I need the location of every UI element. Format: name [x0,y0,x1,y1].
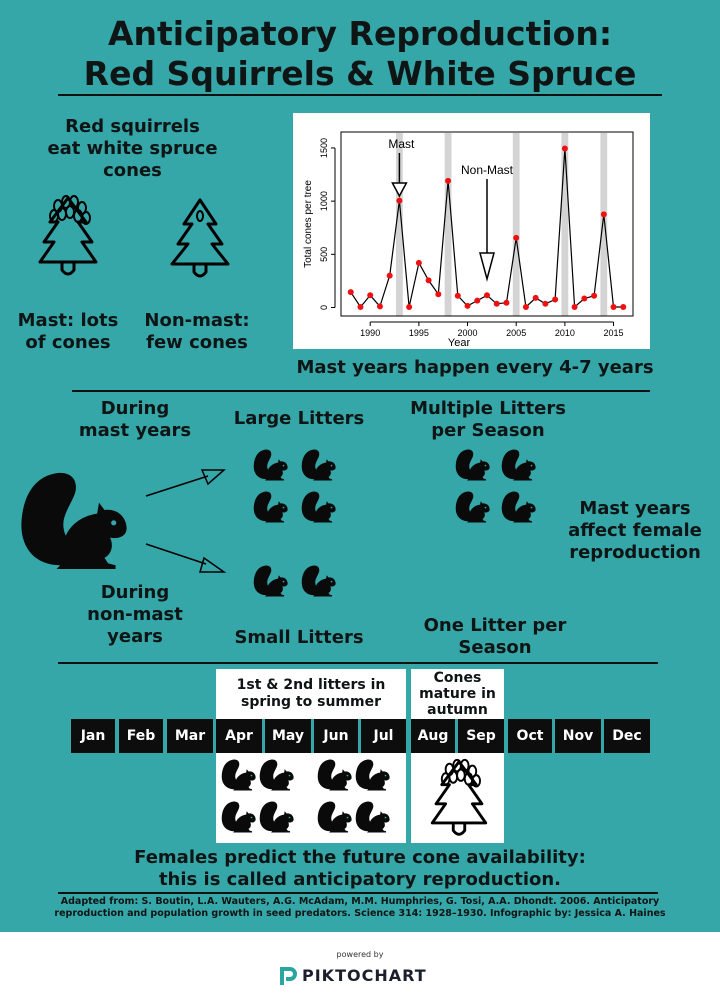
cones-callout [411,669,504,719]
during-nonmast-label [72,582,198,648]
x-tick-label: 2015 [603,328,624,338]
data-point [357,304,363,310]
cones-line-1: Cones [433,670,482,686]
mast-year-band [600,133,607,316]
month-jan: Jan [71,719,115,753]
citation-line-2: reproduction and population growth in seed predators. Science 314: 1928–1930. Infographic by: Jessica A. Haines [54,908,666,919]
squirrel-icon [300,446,338,484]
x-axis-label: Year [447,337,471,349]
during-nonmast-line-3: years [107,626,163,647]
data-point [465,303,471,309]
squirrel-icon [220,798,258,836]
during-nonmast-line-1: During [100,582,170,603]
y-tick-label: 500 [319,246,329,262]
data-point [416,260,422,266]
squirrel-icon [252,446,290,484]
cones-text [411,670,504,718]
month-mar: Mar [167,719,213,753]
y-tick-label: 1000 [319,191,329,212]
title-line-2: Red Squirrels & White Spruce [83,54,637,93]
one-litter-line-1: One Litter per [423,615,567,636]
powered-by-text: powered by [336,950,384,959]
month-jul: Jul [361,719,406,753]
month-apr: Apr [216,719,262,753]
eat-line-3: cones [103,160,162,181]
multiple-litters-label [390,398,586,442]
squirrel-icon [252,562,290,600]
large-litters-label: Large Litters [233,408,365,429]
data-point [620,304,626,310]
small-litters-label: Small Litters [234,627,364,648]
spruce-with-cones-icon [428,756,490,842]
x-tick-label: 1995 [408,328,429,338]
chart-background [293,113,650,349]
data-point [426,277,432,283]
litters-text [216,677,406,711]
y-tick-label: 1500 [319,137,329,158]
multiple-line-1: Multiple Litters [410,398,566,419]
title [0,14,720,94]
x-tick-label: 2005 [506,328,527,338]
piktochart-logo-icon [278,965,298,987]
title-line-1: Anticipatory Reproduction: [107,14,613,53]
mast-affect-label [560,498,710,564]
data-point [591,293,597,299]
squirrel-icon [258,756,296,794]
data-point [387,273,393,279]
data-point [562,145,568,151]
squirrel-icon [16,462,134,580]
squirrel-icon [252,488,290,526]
during-mast-label [70,398,200,442]
data-point [503,300,509,306]
cone-chart [293,113,650,349]
data-point [523,304,529,310]
x-tick-label: 2010 [554,328,575,338]
squirrel-icon [316,798,354,836]
mast-year-band [561,133,568,316]
data-point [513,235,519,241]
data-point [572,304,578,310]
data-point [377,303,383,309]
month-jun: Jun [314,719,358,753]
nonmast-label [134,310,260,354]
month-nov: Nov [555,719,601,753]
squirrel-icon [354,798,392,836]
data-point [542,301,548,307]
x-tick-label: 1990 [360,328,381,338]
squirrel-icon [354,756,392,794]
squirrel-icon [220,756,258,794]
eat-line-1: Red squirrels [65,116,200,137]
during-mast-line-2: mast years [78,420,192,441]
annotation-mast: Mast [388,137,415,151]
data-point [581,295,587,301]
mast-year-band [445,133,452,316]
during-nonmast-line-2: non-mast [87,604,183,625]
annotation-nonmast: Non-Mast [460,163,514,177]
month-feb: Feb [119,719,163,753]
data-point [552,297,558,303]
data-point [474,298,480,304]
data-point [455,293,461,299]
squirrel-icon [316,756,354,794]
one-litter-line-2: Season [458,637,532,658]
data-point [367,292,373,298]
squirrel-icon [258,798,296,836]
x-tick-label: 2000 [457,328,478,338]
data-point [406,304,412,310]
y-tick-label: 0 [319,304,329,310]
month-may: May [265,719,311,753]
citation [0,896,720,920]
squirrel-icon [300,488,338,526]
conclusion [0,847,720,891]
data-point [494,301,500,307]
conclusion-line-2: this is called anticipatory reproduction. [158,869,562,890]
data-point [533,295,539,301]
squirrel-icon [454,446,492,484]
divider [58,892,658,894]
data-point [396,198,402,204]
mast-affect-line-2: affect female [568,520,702,541]
eat-line-2: eat white spruce [47,138,218,159]
month-aug: Aug [411,719,455,753]
y-axis-label: Total cones per tree [303,180,314,268]
data-point [435,291,441,297]
multiple-line-2: per Season [431,420,545,441]
nonmast-line-1: Non-mast: [144,310,250,331]
squirrel-icon [454,488,492,526]
spruce-with-cones-icon [36,192,100,282]
month-oct: Oct [508,719,552,753]
mast-year-band [513,133,520,316]
data-point [611,304,617,310]
litters-line-2: spring to summer [241,694,381,710]
brand-name[interactable]: PIKTOCHART [302,966,427,985]
litters-callout [216,669,406,719]
data-point [445,178,451,184]
squirrel-icon [500,488,538,526]
citation-line-1: Adapted from: S. Boutin, L.A. Wauters, A.G. McAdam, M.M. Humphries, G. Tosi, A.A. Dhondt. 2006. Anticipatory [60,896,660,907]
squirrel-icon [300,562,338,600]
mast-label [8,310,128,354]
squirrels-eat-cones-text [40,116,225,182]
divider [72,390,650,392]
mast-line-1: Mast: lots [17,310,119,331]
divider [58,662,658,664]
mast-affect-line-1: Mast years [579,498,691,519]
arrow-icon [144,466,226,574]
data-point [601,211,607,217]
data-point [348,289,354,295]
data-point [484,292,490,298]
mast-caption: Mast years happen every 4-7 years [296,357,654,378]
mast-affect-line-3: reproduction [569,542,701,563]
litters-line-1: 1st & 2nd litters in [236,677,386,693]
spruce-tree-icon [168,196,232,282]
one-litter-label [400,615,590,659]
month-sep: Sep [458,719,504,753]
squirrel-icon [500,446,538,484]
footer [0,932,720,1004]
month-dec: Dec [604,719,650,753]
mast-line-2: of cones [25,332,111,353]
cones-line-3: autumn [427,702,488,718]
divider [58,94,662,96]
conclusion-line-1: Females predict the future cone availability: [134,847,586,868]
during-mast-line-1: During [100,398,170,419]
nonmast-line-2: few cones [146,332,248,353]
cones-line-2: mature in [419,686,496,702]
